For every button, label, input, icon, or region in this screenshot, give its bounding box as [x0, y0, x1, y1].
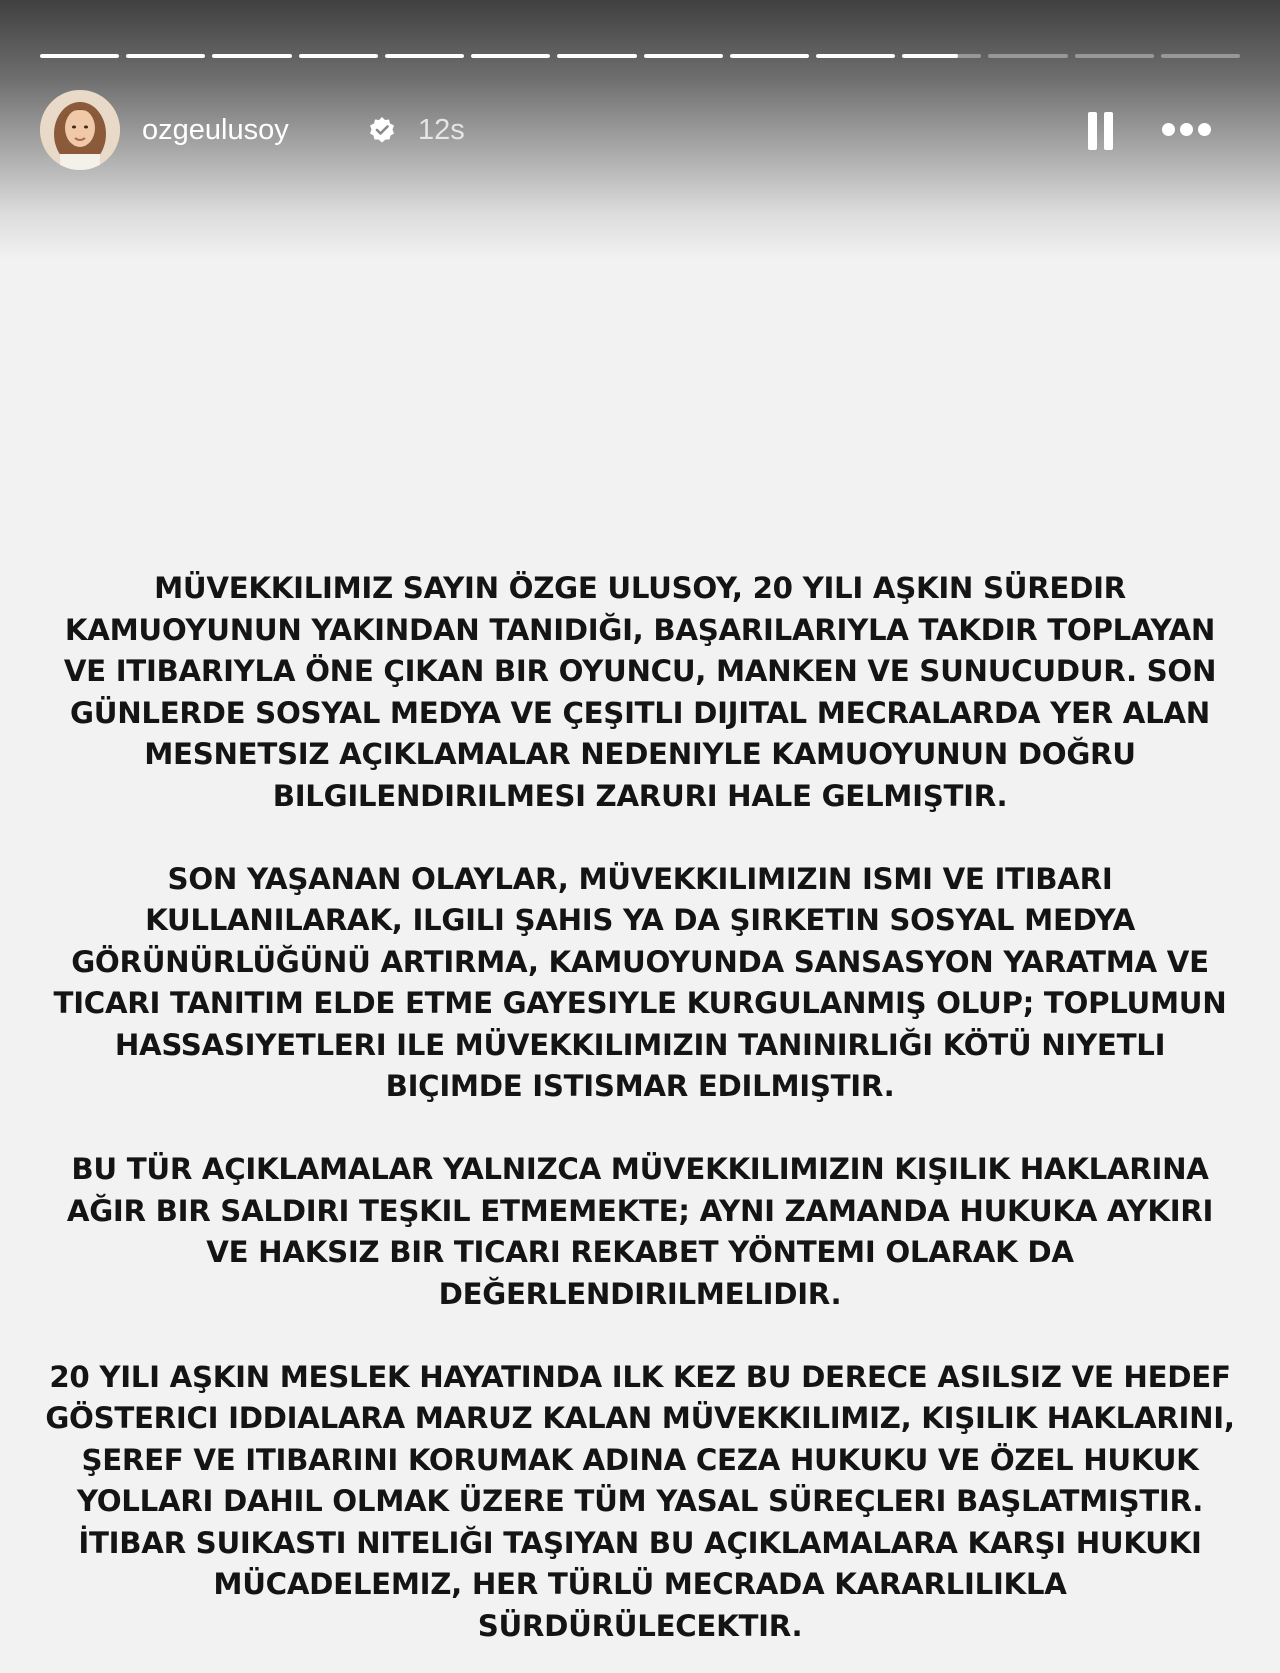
statement-line: VE HAKSIZ BIR TICARI REKABET YÖNTEMI OLARAK DA: [206, 1235, 1074, 1269]
statement-line: DEĞERLENDIRILMELIDIR.: [438, 1276, 842, 1311]
progress-segment: [471, 54, 550, 58]
statement-line: YOLLARI DAHIL OLMAK ÜZERE TÜM YASAL SÜREÇLERI BAŞLATMIŞTIR.: [76, 1484, 1204, 1518]
progress-segment: [1075, 54, 1154, 58]
statement-line: MÜVEKKILIMIZ SAYIN ÖZGE ULUSOY, 20 YILI AŞKIN SÜREDIR: [154, 571, 1126, 605]
statement-text: [40, 568, 1240, 1673]
statement-line: 20 YILI AŞKIN MESLEK HAYATINDA ILK KEZ BU DERECE ASILSIZ VE HEDEF: [49, 1359, 1231, 1394]
progress-segment: [730, 54, 809, 58]
statement-line: BU TÜR AÇIKLAMALAR YALNIZCA MÜVEKKILIMIZIN KIŞILIK HAKLARINA: [71, 1152, 1209, 1186]
progress-segment: [557, 54, 636, 58]
progress-segment: [988, 54, 1067, 58]
progress-segment-fill: [644, 54, 723, 58]
statement-line: SÜRDÜRÜLECEKTIR.: [477, 1608, 803, 1643]
statement-line: GÖSTERICI IDDIALARA MARUZ KALAN MÜVEKKILIMIZ, KIŞILIK HAKLARINI,: [45, 1401, 1235, 1435]
statement-paragraph: [40, 1357, 1240, 1648]
statement-line: HASSASIYETLERI ILE MÜVEKKILIMIZIN TANINIRLIĞI KÖTÜ NIYETLI: [114, 1027, 1166, 1062]
username[interactable]: ozgeulusoy: [142, 114, 289, 146]
statement-line: SON YAŞANAN OLAYLAR, MÜVEKKILIMIZIN ISMI VE ITIBARI: [167, 861, 1113, 896]
progress-segment-fill: [902, 54, 957, 58]
progress-segment: [212, 54, 291, 58]
statement-paragraph: [40, 568, 1240, 817]
statement-line: BIÇIMDE ISTISMAR EDILMIŞTIR.: [385, 1069, 895, 1103]
statement-line: KAMUOYUNUN YAKINDAN TANIDIĞI, BAŞARILARIYLA TAKDIR TOPLAYAN: [64, 612, 1216, 647]
post-time: 12s: [418, 114, 465, 146]
statement-line: İTIBAR SUIKASTI NITELIĞI TAŞIYAN BU AÇIKLAMALARA KARŞI HUKUKI: [78, 1525, 1202, 1560]
progress-segment: [126, 54, 205, 58]
progress-segment-fill: [126, 54, 205, 58]
statement-line: MESNETSIZ AÇIKLAMALAR NEDENIYLE KAMUOYUNUN DOĞRU: [144, 737, 1136, 771]
progress-segment-fill: [385, 54, 464, 58]
statement-line: AĞIR BIR SALDIRI TEŞKIL ETMEMEKTE; AYNI ZAMANDA HUKUKA AYKIRI: [66, 1193, 1214, 1228]
progress-segment-fill: [40, 54, 119, 58]
progress-segment: [299, 54, 378, 58]
statement-line: VE ITIBARIYLA ÖNE ÇIKAN BIR OYUNCU, MANKEN VE SUNUCUDUR. SON: [63, 654, 1217, 688]
statement-line: MÜCADELEMIZ, HER TÜRLÜ MECRADA KARARLILIKLA: [213, 1567, 1067, 1601]
statement-paragraph: [40, 859, 1240, 1108]
progress-segment: [644, 54, 723, 58]
story-progress-bar: [40, 54, 1240, 58]
statement-line: KULLANILARAK, ILGILI ŞAHIS YA DA ŞIRKETIN SOSYAL MEDYA: [145, 903, 1135, 937]
progress-segment-fill: [212, 54, 291, 58]
avatar-image: [40, 90, 120, 170]
statement-line: GÖRÜNÜRLÜĞÜNÜ ARTIRMA, KAMUOYUNDA SANSASYON YARATMA VE: [71, 944, 1209, 979]
more-options-icon[interactable]: [1160, 120, 1214, 140]
statement-paragraph: [40, 1149, 1240, 1315]
progress-segment-fill: [299, 54, 378, 58]
progress-segment: [40, 54, 119, 58]
progress-segment: [902, 54, 981, 58]
statement-line: TICARI TANITIM ELDE ETME GAYESIYLE KURGULANMIŞ OLUP; TOPLUMUN: [53, 986, 1227, 1020]
statement-line: GÜNLERDE SOSYAL MEDYA VE ÇEŞITLI DIJITAL MECRALARDA YER ALAN: [70, 695, 1210, 730]
story-header: [40, 90, 1240, 170]
progress-segment-fill: [730, 54, 809, 58]
progress-segment-fill: [471, 54, 550, 58]
avatar[interactable]: [40, 90, 120, 170]
progress-segment: [1161, 54, 1240, 58]
progress-segment-fill: [816, 54, 895, 58]
verified-badge-icon: [368, 116, 396, 144]
statement-line: ŞEREF VE ITIBARINI KORUMAK ADINA CEZA HUKUKU VE ÖZEL HUKUK: [81, 1442, 1199, 1477]
progress-segment-fill: [557, 54, 636, 58]
pause-icon[interactable]: [1086, 112, 1116, 150]
statement-line: BILGILENDIRILMESI ZARURI HALE GELMIŞTIR.: [272, 778, 1008, 813]
progress-segment: [816, 54, 895, 58]
progress-segment: [385, 54, 464, 58]
